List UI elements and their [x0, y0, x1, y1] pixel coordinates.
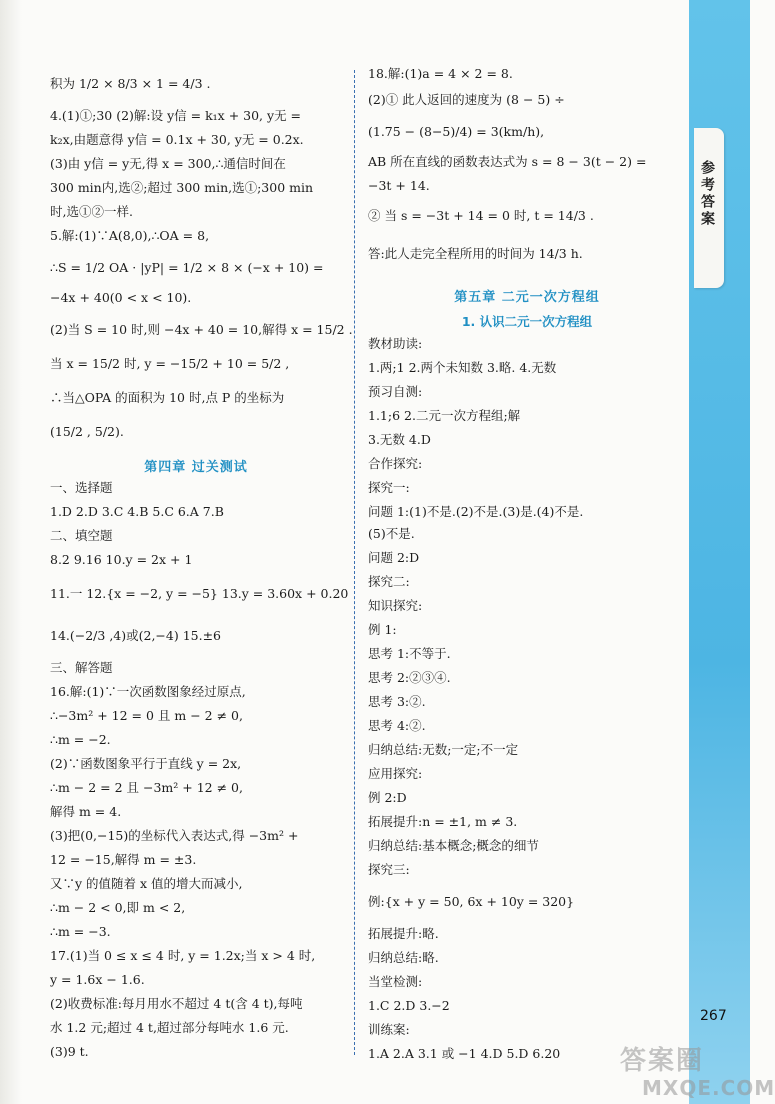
text-line: (3)由 y信 = y无,得 x = 300,∴通信时间在 [50, 156, 286, 171]
text-line: 积为 1/2 × 8/3 × 1 = 4/3 . [50, 76, 211, 91]
text-line: 5.解:(1)∵A(8,0),∴OA = 8, [50, 228, 210, 243]
text-line: 例 2:D [368, 790, 407, 805]
text-line: 问题 2:D [368, 550, 420, 565]
page-edge [0, 0, 22, 1104]
section-label: 合作探究: [368, 456, 423, 471]
text-line: ∴−3m² + 12 = 0 且 m − 2 ≠ 0, [50, 708, 243, 723]
text-line: (2)当 S = 10 时,则 −4x + 40 = 10,解得 x = 15/2 . [50, 322, 353, 337]
section-title: 1. 认识二元一次方程组 [461, 314, 593, 329]
text-line: (5)不是. [368, 526, 415, 541]
answer-tab-label: 参考答案 [699, 160, 715, 228]
text-line: 1.C 2.D 3.−2 [368, 998, 450, 1013]
text-line: (2)① 此人返回的速度为 (8 − 5) ÷ [368, 92, 565, 107]
text-line: ∴m = −3. [50, 924, 111, 939]
text-line: 思考 3:②. [368, 694, 426, 709]
text-line: (2)∵函数图象平行于直线 y = 2x, [50, 756, 242, 771]
text-line: 1.1;6 2.二元一次方程组;解 [368, 408, 521, 423]
text-line: 1.D 2.D 3.C 4.B 5.C 6.A 7.B [50, 504, 224, 519]
text-line: 归纳总结:基本概念;概念的细节 [368, 838, 539, 853]
section-label: 二、填空题 [50, 528, 113, 543]
text-line: ∴S = 1/2 OA · |yP| = 1/2 × 8 × (−x + 10) = [50, 260, 324, 275]
section-label: 探究三: [368, 862, 410, 877]
text-line: 4.(1)①;30 (2)解:设 y信 = k₁x + 30, y无 = [50, 108, 302, 123]
watermark-logo [620, 1040, 775, 1104]
text-line: 例:{x + y = 50, 6x + 10y = 320} [368, 894, 575, 909]
text-line: (1.75 − (8−5)/4) = 3(km/h), [368, 124, 545, 139]
section-label: 当堂检测: [368, 974, 423, 989]
section-label: 教材助读: [368, 336, 423, 351]
chapter-title-4: 第四章 过关测试 [144, 460, 248, 475]
section-label: 探究一: [368, 480, 410, 495]
text-line: 时,选①②一样. [50, 204, 133, 219]
section-label: 三、解答题 [50, 660, 113, 675]
text-line: −4x + 40(0 < x < 10). [50, 290, 192, 305]
text-line: 1.A 2.A 3.1 或 −1 4.D 5.D 6.20 [368, 1046, 561, 1061]
text-line: 拓展提升:略. [368, 926, 439, 941]
text-line: 8.2 9.16 10.y = 2x + 1 [50, 552, 193, 567]
text-line: 思考 4:②. [368, 718, 426, 733]
column-divider [354, 70, 355, 1055]
text-line: 300 min内,选②;超过 300 min,选①;300 min [50, 180, 314, 195]
watermark-text-bottom: MXQE.COM [642, 1076, 775, 1100]
text-line: −3t + 14. [368, 178, 430, 193]
text-line: ∴m − 2 < 0,即 m < 2, [50, 900, 186, 915]
section-label: 训练案: [368, 1022, 410, 1037]
text-line: 12 = −15,解得 m = ±3. [50, 852, 197, 867]
chapter-title-5: 第五章 二元一次方程组 [454, 290, 600, 305]
section-label: 预习自测: [368, 384, 423, 399]
text-line: 3.无数 4.D [368, 432, 431, 447]
section-label: 一、选择题 [50, 480, 113, 495]
text-line: 解得 m = 4. [50, 804, 122, 819]
section-label: 应用探究: [368, 766, 423, 781]
text-line: AB 所在直线的函数表达式为 s = 8 − 3(t − 2) = [368, 154, 647, 169]
text-line: 当 x = 15/2 时, y = −15/2 + 10 = 5/2 , [50, 356, 290, 371]
text-line: 18.解:(1)a = 4 × 2 = 8. [368, 66, 513, 81]
text-line: 思考 1:不等于. [368, 646, 451, 661]
text-line: ∴m − 2 = 2 且 −3m² + 12 ≠ 0, [50, 780, 243, 795]
text-line: 例 1: [368, 622, 397, 637]
text-line: 归纳总结:略. [368, 950, 439, 965]
text-line: (3)9 t. [50, 1044, 89, 1059]
page-number: 267 [700, 1008, 727, 1024]
text-line: 思考 2:②③④. [368, 670, 451, 685]
text-line: 11.一 12.{x = −2, y = −5} 13.y = 3.60x + 0.20 [50, 586, 349, 601]
text-line: 又∵y 的值随着 x 值的增大而减小, [50, 876, 243, 891]
text-line: (2)收费标准:每月用水不超过 4 t(含 4 t),每吨 [50, 996, 303, 1011]
text-line: (15/2 , 5/2). [50, 424, 124, 439]
text-line: 14.(−2/3 ,4)或(2,−4) 15.±6 [50, 628, 222, 643]
text-line: ∴m = −2. [50, 732, 111, 747]
watermark-text-top: 答案圈 [620, 1046, 705, 1076]
text-line: y = 1.6x − 1.6. [50, 972, 145, 987]
text-line: 归纳总结:无数;一定;不一定 [368, 742, 519, 757]
text-line: 拓展提升:n = ±1, m ≠ 3. [368, 814, 518, 829]
text-line: 1.两;1 2.两个未知数 3.略. 4.无数 [368, 360, 557, 375]
text-line: 16.解:(1)∵一次函数图象经过原点, [50, 684, 246, 699]
text-line: 问题 1:(1)不是.(2)不是.(3)是.(4)不是. [368, 504, 584, 519]
text-line: 17.(1)当 0 ≤ x ≤ 4 时, y = 1.2x;当 x > 4 时, [50, 948, 316, 963]
section-label: 知识探究: [368, 598, 423, 613]
text-line: (3)把(0,−15)的坐标代入表达式,得 −3m² + [50, 828, 299, 843]
text-line: 水 1.2 元;超过 4 t,超过部分每吨水 1.6 元. [50, 1020, 289, 1035]
section-label: 探究二: [368, 574, 410, 589]
text-line: 答:此人走完全程所用的时间为 14/3 h. [368, 246, 583, 261]
text-line: k₂x,由题意得 y信 = 0.1x + 30, y无 = 0.2x. [50, 132, 304, 147]
text-line: ∴当△OPA 的面积为 10 时,点 P 的坐标为 [50, 390, 285, 405]
text-line: ② 当 s = −3t + 14 = 0 时, t = 14/3 . [368, 208, 594, 223]
